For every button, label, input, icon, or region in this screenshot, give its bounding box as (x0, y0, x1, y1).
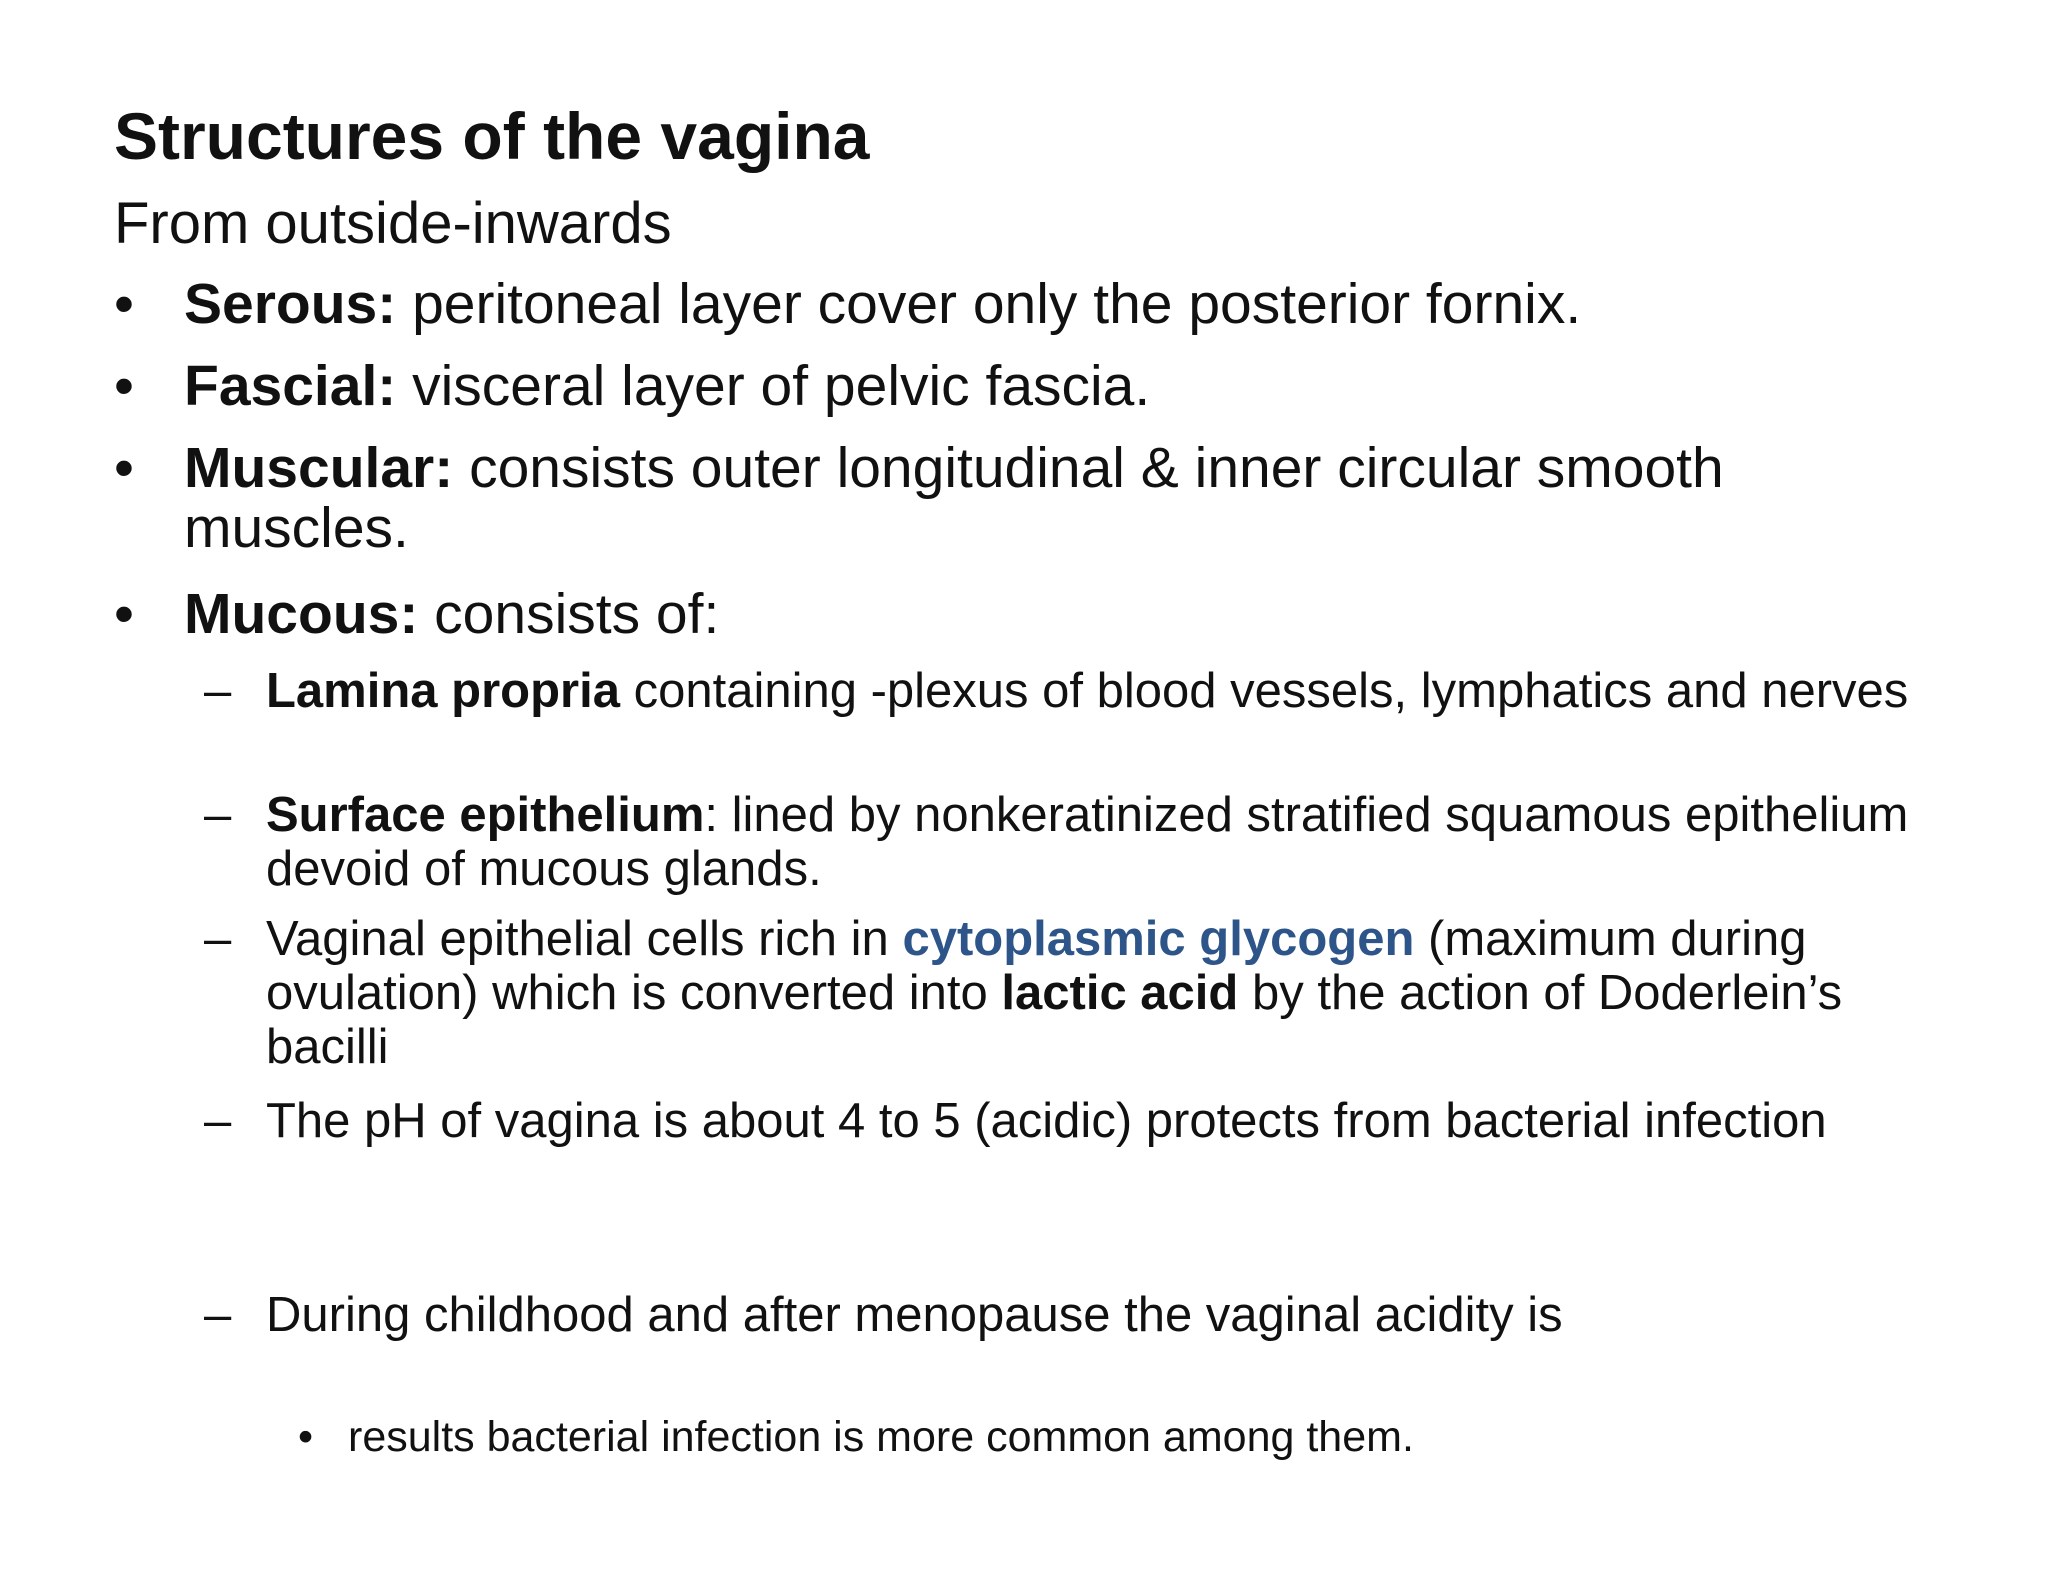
mucous-item-body-c: by the action of Doderlein’s bacilli (266, 966, 1843, 1074)
sub-bullet-glyph: • (298, 1413, 314, 1461)
bullet-body: visceral layer of pelvic fascia. (396, 354, 1151, 418)
mucous-item-body: The pH of vagina is about 4 to 5 (acidic) protects from bacterial infection (266, 1094, 1827, 1148)
bullet-glyph: • (114, 272, 134, 336)
mucous-item-body: During childhood and after menopause the vaginal acidity is (266, 1288, 1563, 1342)
bullet-text (184, 356, 1954, 416)
bullet-mucous (114, 584, 1954, 644)
bullet-label: Serous: (184, 272, 397, 336)
bullet-muscular (114, 438, 1954, 558)
bullet-fascial (114, 356, 1954, 416)
mucous-item-glycogen (204, 912, 1944, 1074)
mucous-item-body-a: Vaginal epithelial cells rich in (266, 912, 903, 966)
bullet-body: consists of: (418, 582, 720, 646)
mucous-item-body-b: (maximum during ovulation) which is converted into (266, 912, 1807, 1020)
highlight-cytoplasmic-glycogen: cytoplasmic glycogen (902, 912, 1415, 966)
bullet-body: consists outer longitudinal & inner circular smooth muscles. (184, 436, 1724, 560)
bullet-glyph: • (114, 436, 134, 500)
mucous-item-text (266, 664, 1944, 718)
bullet-label: Muscular: (184, 436, 454, 500)
bullet-serous (114, 274, 1954, 334)
bullet-glyph: • (114, 354, 134, 418)
bold-lactic-acid: lactic acid (1001, 966, 1239, 1020)
bullet-body: peritoneal layer cover only the posterior fornix. (396, 272, 1582, 336)
mucous-item-text (266, 912, 1944, 1074)
bullet-label: Mucous: (184, 582, 419, 646)
mucous-item-body: : lined by nonkeratinized stratified squamous epithelium devoid of mucous glands. (266, 788, 1909, 896)
mucous-item-ph (204, 1094, 1944, 1148)
mucous-item-text (266, 788, 1944, 896)
bullet-text (184, 274, 1954, 334)
dash-glyph: – (204, 664, 232, 718)
slide-subtitle: From outside-inwards (114, 191, 672, 256)
dash-glyph: – (204, 1288, 232, 1342)
bullet-glyph: • (114, 582, 134, 646)
mucous-item-label: Surface epithelium (266, 788, 705, 842)
slide-title: Structures of the vagina (114, 99, 870, 173)
mucous-item-lamina-propria (204, 664, 1944, 718)
mucous-item-body: containing -plexus of blood vessels, lymphatics and nerves (619, 664, 1909, 718)
dash-glyph: – (204, 788, 232, 842)
dash-glyph: – (204, 1094, 232, 1148)
mucous-item-surface-epithelium (204, 788, 1944, 896)
bullet-text (184, 438, 1954, 558)
sub-note-text: results bacterial infection is more common among them. (348, 1413, 1414, 1461)
bullet-label: Fascial: (184, 354, 397, 418)
mucous-item-childhood (204, 1288, 1944, 1342)
bullet-text (184, 584, 1954, 644)
dash-glyph: – (204, 912, 232, 966)
mucous-item-label: Lamina propria (266, 664, 620, 718)
sub-note (298, 1412, 1898, 1462)
